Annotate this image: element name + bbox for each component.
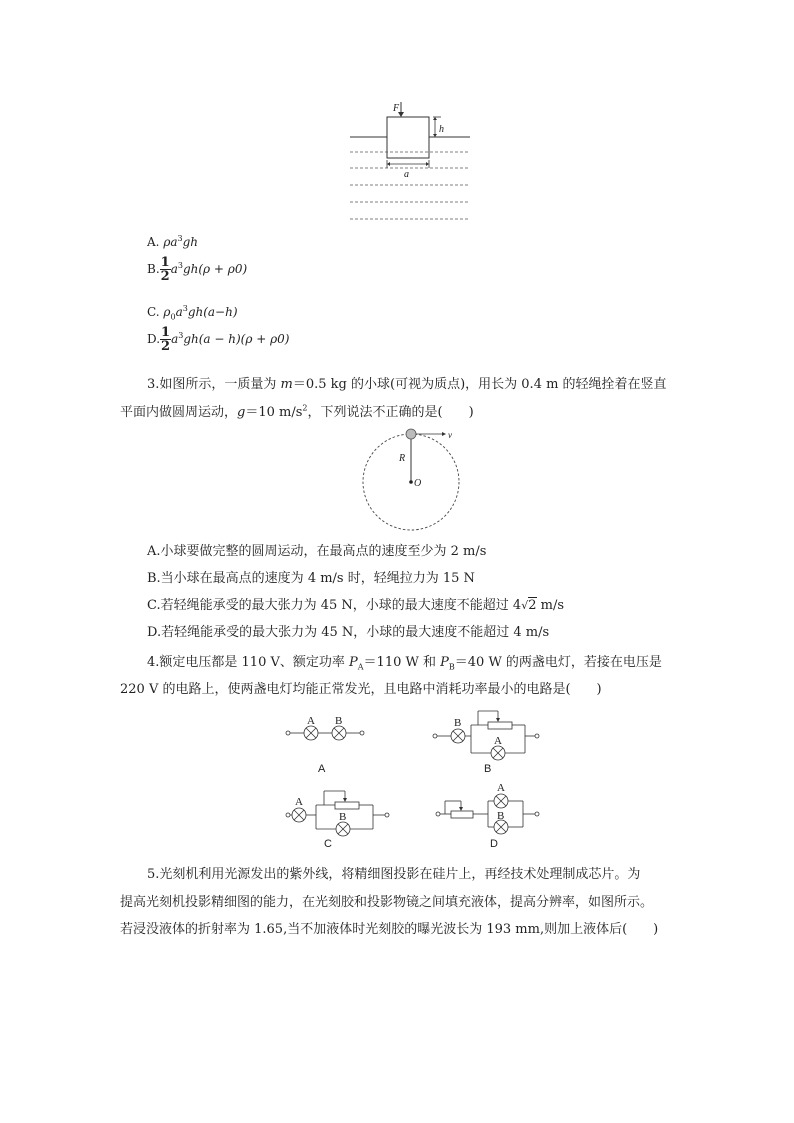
circuit-d-caption: D: [490, 838, 498, 850]
circuit-c-caption: C: [324, 838, 332, 850]
lamp-b-label: B: [497, 810, 505, 822]
lamp-a-label: A: [497, 782, 505, 794]
circuit-c: [283, 783, 395, 843]
q3-option-c: C.若轻绳能承受的最大张力为 45 N，小球的最大速度不能超过 4√2 m/s: [147, 598, 565, 613]
option-a: A. $\rho a^3gh$: [147, 234, 199, 249]
side-label: a: [404, 169, 409, 180]
lamp-b-label: B: [335, 715, 343, 727]
q4-stem-line1: 4.额定电压都是 110 V、额定功率 $P_A=110$ W 和 $P_B=40$ W 的两盏电灯，若接在电压是: [147, 655, 662, 672]
lamp-b-label: B: [339, 811, 347, 823]
circuit-a-caption: A: [318, 763, 326, 775]
q3-option-d: D.若轻绳能承受的最大张力为 45 N，小球的最大速度不能超过 4 m/s: [147, 625, 550, 640]
q3-option-b: B.当小球在最高点的速度为 4 m/s 时，轻绳拉力为 15 N: [147, 571, 475, 586]
q3-stem-line1: 3.如图所示，一质量为 m＝0.5 kg 的小球(可视为质点)，用长为 0.4 m 的轻绳拴着在竖直: [147, 377, 667, 392]
block-in-liquid-figure: [345, 98, 475, 224]
depth-label: h: [439, 124, 444, 135]
circuit-a: [283, 713, 368, 743]
option-d: D. $\frac{1}{2}$ $a^3gh(a - h)(\rho + \rho 0)$: [147, 325, 290, 354]
option-c: C. $\rho_0a^3gh(a-h)$: [147, 304, 238, 322]
lamp-b-label: B: [454, 717, 462, 729]
q5-stem-line1: 5.光刻机利用光源发出的紫外线，将精细图投影在硅片上，再经技术处理制成芯片。为: [147, 867, 641, 882]
circuit-d: [433, 781, 545, 845]
lamp-a-label: A: [295, 796, 303, 808]
q5-stem-line3: 若浸没液体的折射率为 1.65,当不加液体时光刻胶的曝光波长为 193 mm,则加上液体后( ): [120, 922, 659, 937]
q3-option-a: A.小球要做完整的圆周运动，在最高点的速度至少为 2 m/s: [147, 544, 487, 559]
radius-label: R: [399, 453, 406, 464]
q5-stem-line2: 提高光刻机投影精细图的能力，在光刻胶和投影物镜之间填充液体，提高分辨率，如图所示。: [120, 895, 654, 910]
q4-stem-line2: 220 V 的电路上，使两盏电灯均能正常发光，且电路中消耗功率最小的电路是( ): [120, 682, 602, 697]
force-label: F: [393, 103, 400, 114]
q3-stem-line2: 平面内做圆周运动，g＝10 $m/s^2$，下列说法不正确的是( ): [120, 403, 474, 420]
circuit-b: [430, 703, 542, 763]
option-b: B. $\frac{1}{2}$ $a^3gh(\rho + \rho 0)$: [147, 255, 248, 284]
circular-motion-figure: [358, 425, 468, 531]
circuit-b-caption: B: [484, 763, 492, 775]
lamp-a-label: A: [307, 715, 315, 727]
velocity-label: v: [448, 430, 452, 440]
center-label: O: [414, 478, 422, 489]
lamp-a-label: A: [494, 735, 502, 747]
